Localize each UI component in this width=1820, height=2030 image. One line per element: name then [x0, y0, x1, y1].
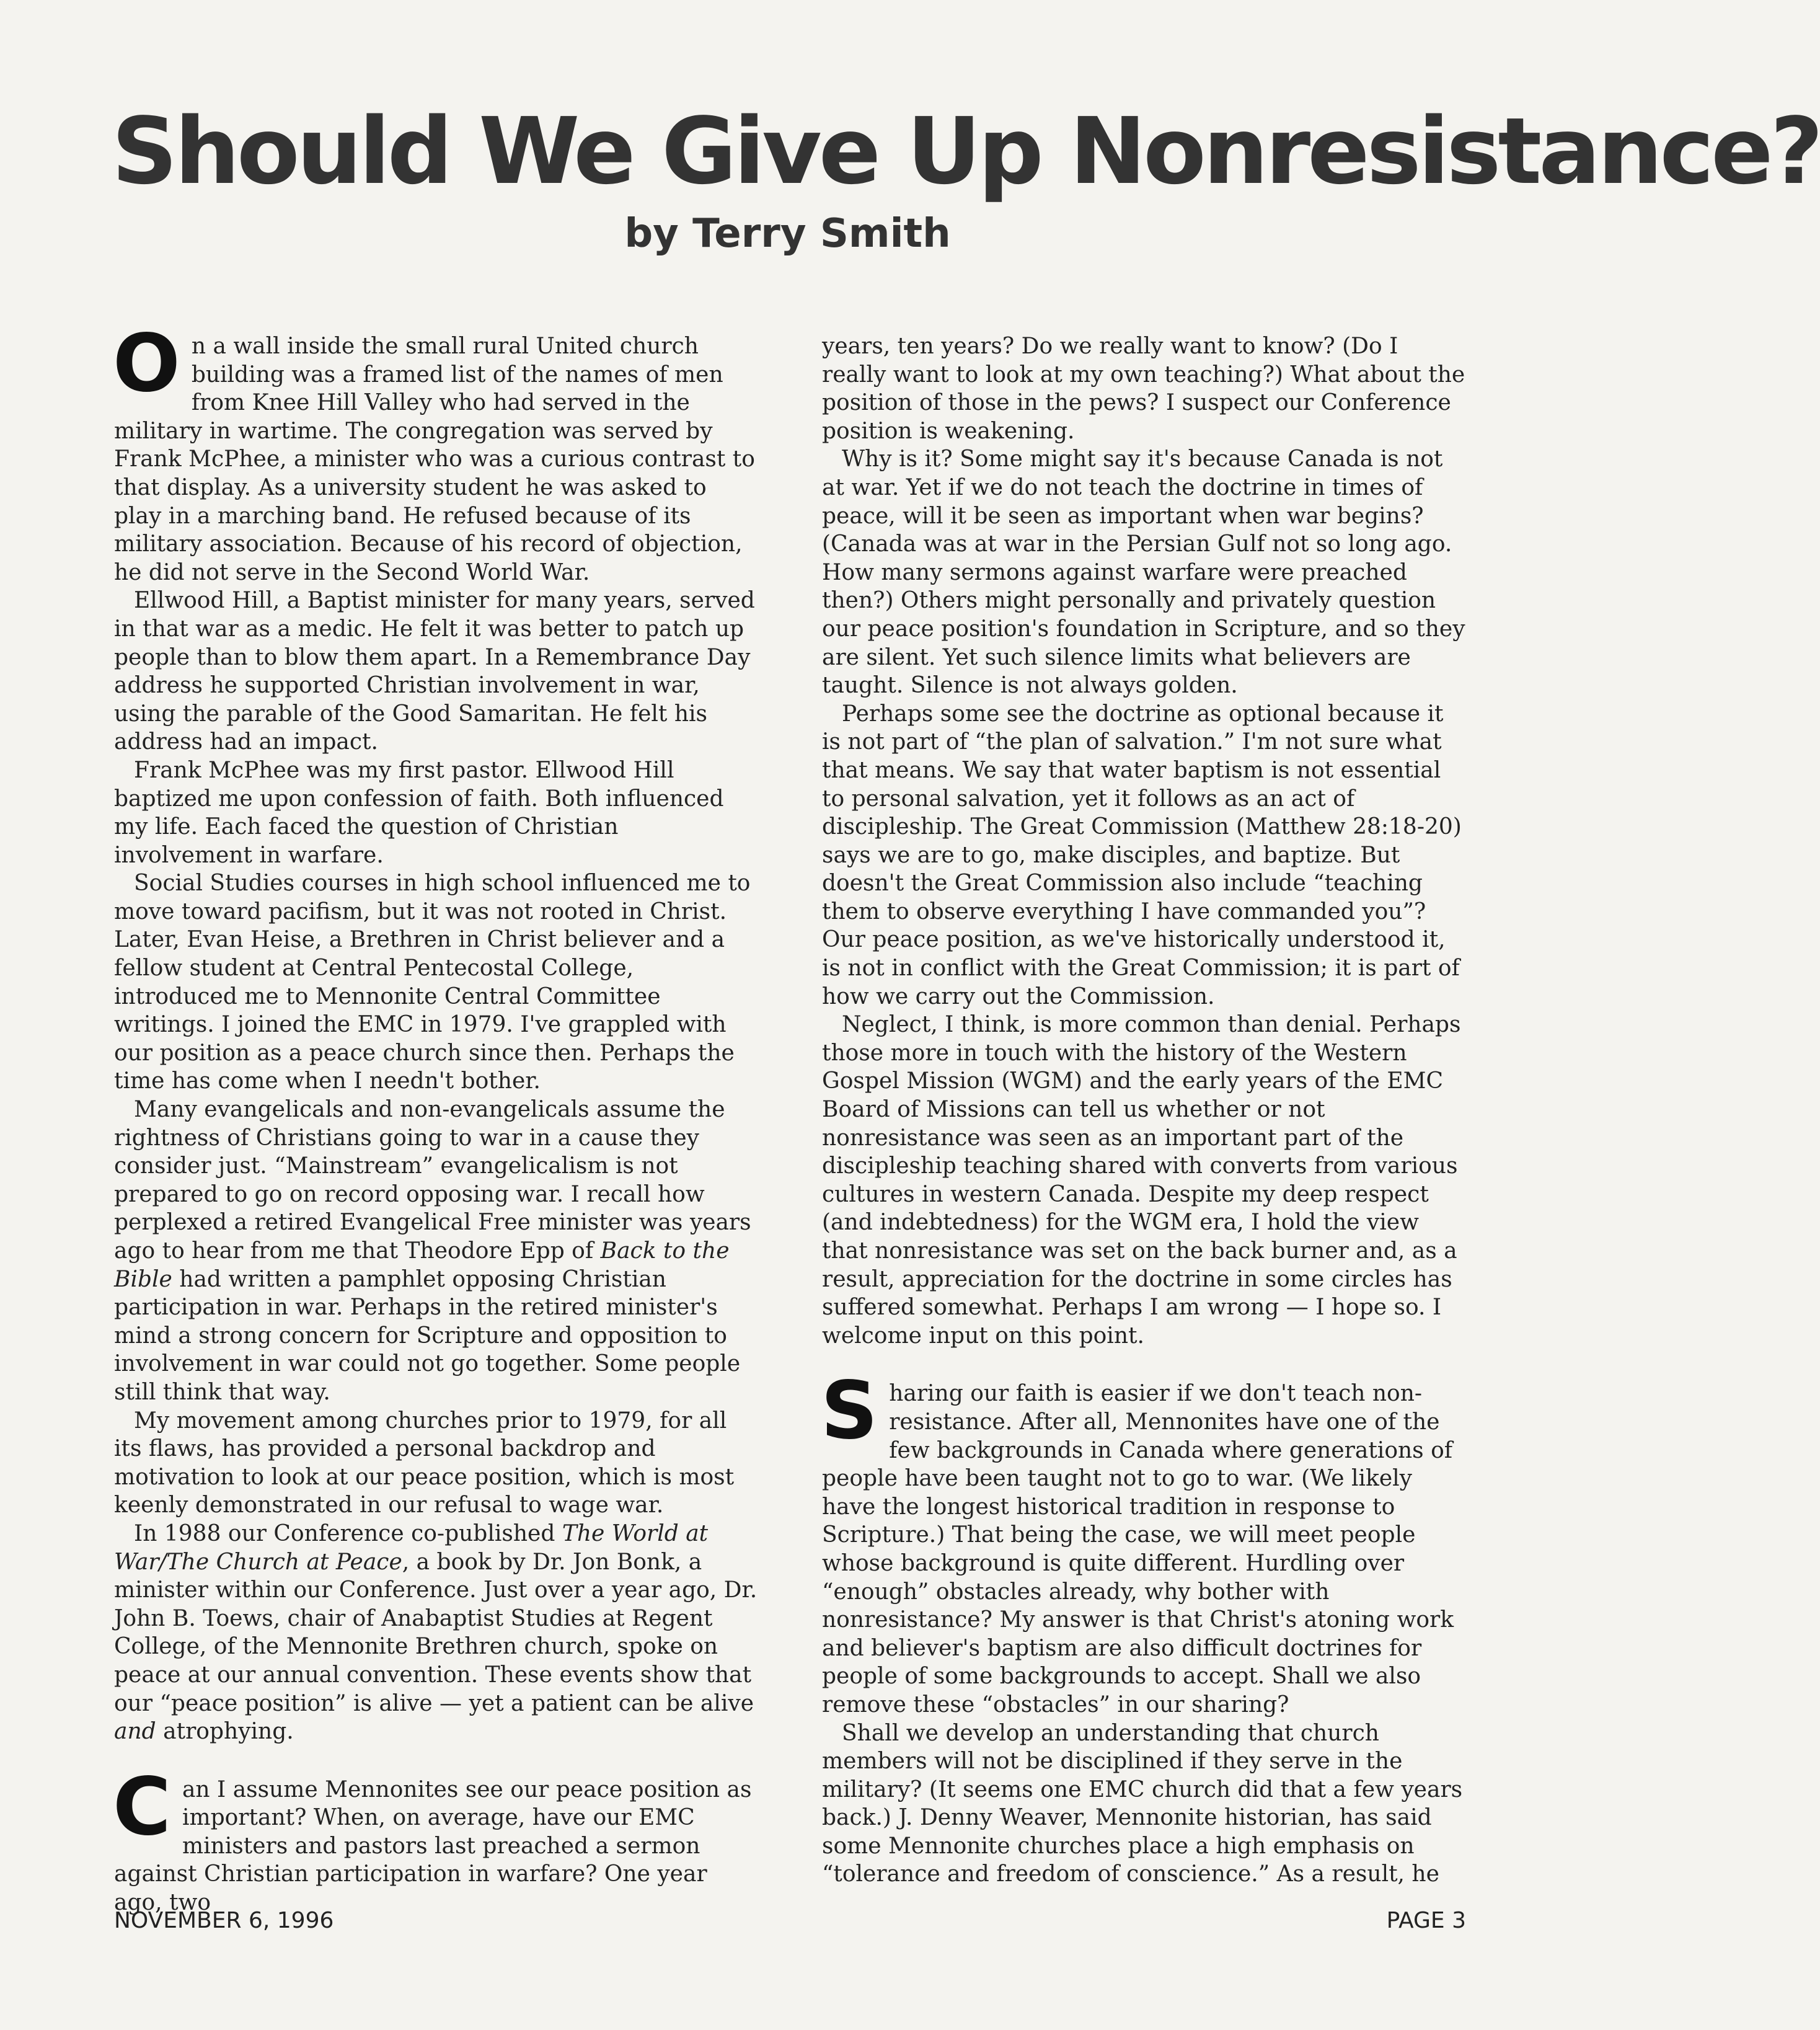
- article-title: Should We Give Up Nonresistance?: [112, 98, 1820, 205]
- section-text: haring our faith is easier if we don't teach non-resistance. After all, Mennonites have one of the few backgrounds in Canada where generations of people have been taught not to go to war. (We likely have the longest historical tradition in response to Scripture.) That being the case, we will meet people whose background is quite different. Hurdling over “enough” obstacles already, why bother with nonresistance? My answer is that Christ's atoning work and believer's baptism are also difficult doctrines for people of some backgrounds to accept. Shall we also remove these “obstacles” in our sharing?: [822, 1381, 1454, 1718]
- paragraph: Shall we develop an understanding that church members will not be disciplined if they serve in the military? (It seems one EMC church did that a few years back.) J. Denny Weaver, Mennonite historian, has said some Mennonite churches place a high emphasis on “tolerance and freedom of conscience.” As a result, he: [822, 1720, 1463, 1887]
- paragraph: [114, 1096, 759, 1407]
- right-column: [822, 332, 1467, 1889]
- italic-title: Back to the Bible: [114, 1238, 730, 1292]
- paragraph: Perhaps some see the doctrine as optional because it is not part of “the plan of salvation.” I'm not sure what that means. We say that water baptism is not essential to personal salvation, yet it follows as an act of discipleship. The Great Commission (Matthew 28:18-20) says we are to go, make disciples, and baptize. But doesn't the Great Commission also include “teaching them to observe everything I have commanded you”? Our peace position, as we've historically understood it, is not in conflict with the Great Commission; it is part of how we carry out the Commission.: [822, 701, 1462, 1009]
- continued-paragraph: years, ten years? Do we really want to know? (Do I really want to look at my own teaching?) What about the position of those in the pews? I suspect our Conference position is weakening.: [822, 334, 1465, 444]
- text-run: In 1988 our Conference co-published: [134, 1520, 562, 1546]
- paragraph: Neglect, I think, is more common than denial. Perhaps those more in touch with the history of the Western Gospel Mission (WGM) and the early years of the EMC Board of Missions can tell us whether or not nonresistance was seen as an important part of the discipleship teaching shared with converts from various cultures in western Canada. Despite my deep respect (and indebtedness) for the WGM era, I hold the view that nonresistance was set on the back burner and, as a result, appreciation for the doctrine in some circles has suffered somewhat. Perhaps I am wrong — I hope so. I welcome input on this point.: [822, 1012, 1461, 1349]
- footer-date: NOVEMBER 6, 1996: [114, 1908, 334, 1933]
- paragraph: My movement among churches prior to 1979, for all its flaws, has provided a personal backdrop and motivation to look at our peace position, which is most keenly demonstrated in our refusal to wage war.: [114, 1407, 735, 1518]
- paragraph: Why is it? Some might say it's because Canada is not at war. Yet if we do not teach the doctrine in times of peace, will it be seen as important when war begins? (Canada was at war in the Persian Gulf not so long ago. How many sermons against warfare were preached then?) Others might personally and privately question our peace position's foundation in Scripture, and so they are silent. Yet such silence limits what believers are taught. Silence is not always golden.: [822, 446, 1465, 699]
- section-opening-paragraph: [821, 1365, 1467, 1719]
- text-run: had written a pamphlet opposing Christian participation in war. Perhaps in the retired minister's mind a strong concern for Scripture and opposition to involvement in war could not go together. Some people still think that way.: [114, 1266, 741, 1405]
- left-column: [113, 317, 759, 1917]
- section-opening-paragraph: [113, 1760, 759, 1917]
- article-byline: by Terry Smith: [624, 211, 951, 257]
- paragraph: Social Studies courses in high school influenced me to move toward pacifism, but it was not rooted in Christ. Later, Evan Heise, a Brethren in Christ believer and a fellow student at Central Pentecostal College, introduced me to Mennonite Central Committee writings. I joined the EMC in 1979. I've grappled with our position as a peace church since then. Perhaps the time has come when I needn't bother.: [114, 871, 751, 1094]
- intro-text: n a wall inside the small rural United church building was a framed list of the names of men from Knee Hill Valley who had served in the military in wartime. The congregation was served by Frank McPhee, a minister who was a curious contrast to that display. As a university student he was asked to play in a marching band. He refused because of its military association. Because of his record of objection, he did not serve in the Second World War.: [114, 334, 755, 585]
- intro-paragraph: [113, 317, 759, 587]
- section-text: an I assume Mennonites see our peace position as important? When, on average, have our EMC ministers and pastors last preached a sermon against Christian participation in warfare? One year ago, two: [114, 1776, 752, 1916]
- drop-cap-s: S: [821, 1365, 878, 1458]
- footer-page-number: PAGE 3: [1386, 1908, 1466, 1933]
- text-run: Many evangelicals and non-evangelicals assume the rightness of Christians going to war in a cause they consider just. “Mainstream” evangelicalism is not prepared to go on record opposing war. I recall how perplexed a retired Evangelical Free minister was years ago to hear from me that Theodore Epp of: [114, 1097, 751, 1264]
- italic-title: The World at War/The Church at Peace: [114, 1520, 709, 1575]
- drop-cap-c: C: [113, 1760, 171, 1853]
- paragraph: Frank McPhee was my first pastor. Ellwood Hill baptized me upon confession of faith. Both influenced my life. Each faced the question of Christian involvement in warfare.: [114, 757, 724, 868]
- paragraph: Ellwood Hill, a Baptist minister for many years, served in that war as a medic. He felt it was better to patch up people than to blow them apart. In a Remembrance Day address he supported Christian involvement in war, using the parable of the Good Samaritan. He felt his address had an impact.: [114, 588, 755, 755]
- paragraph: [114, 1520, 759, 1746]
- text-run: , a book by Dr. Jon Bonk, a minister within our Conference. Just over a year ago, Dr. John B. Toews, chair of Anabaptist Studies at Regent College, of the Mennonite Brethren church, spoke on peace at our annual convention. These events show that our “peace position” is alive — yet a patient can be alive: [114, 1549, 758, 1716]
- drop-cap-o: O: [113, 317, 180, 410]
- italic-word: and: [114, 1719, 156, 1745]
- text-run: atrophying.: [156, 1719, 294, 1745]
